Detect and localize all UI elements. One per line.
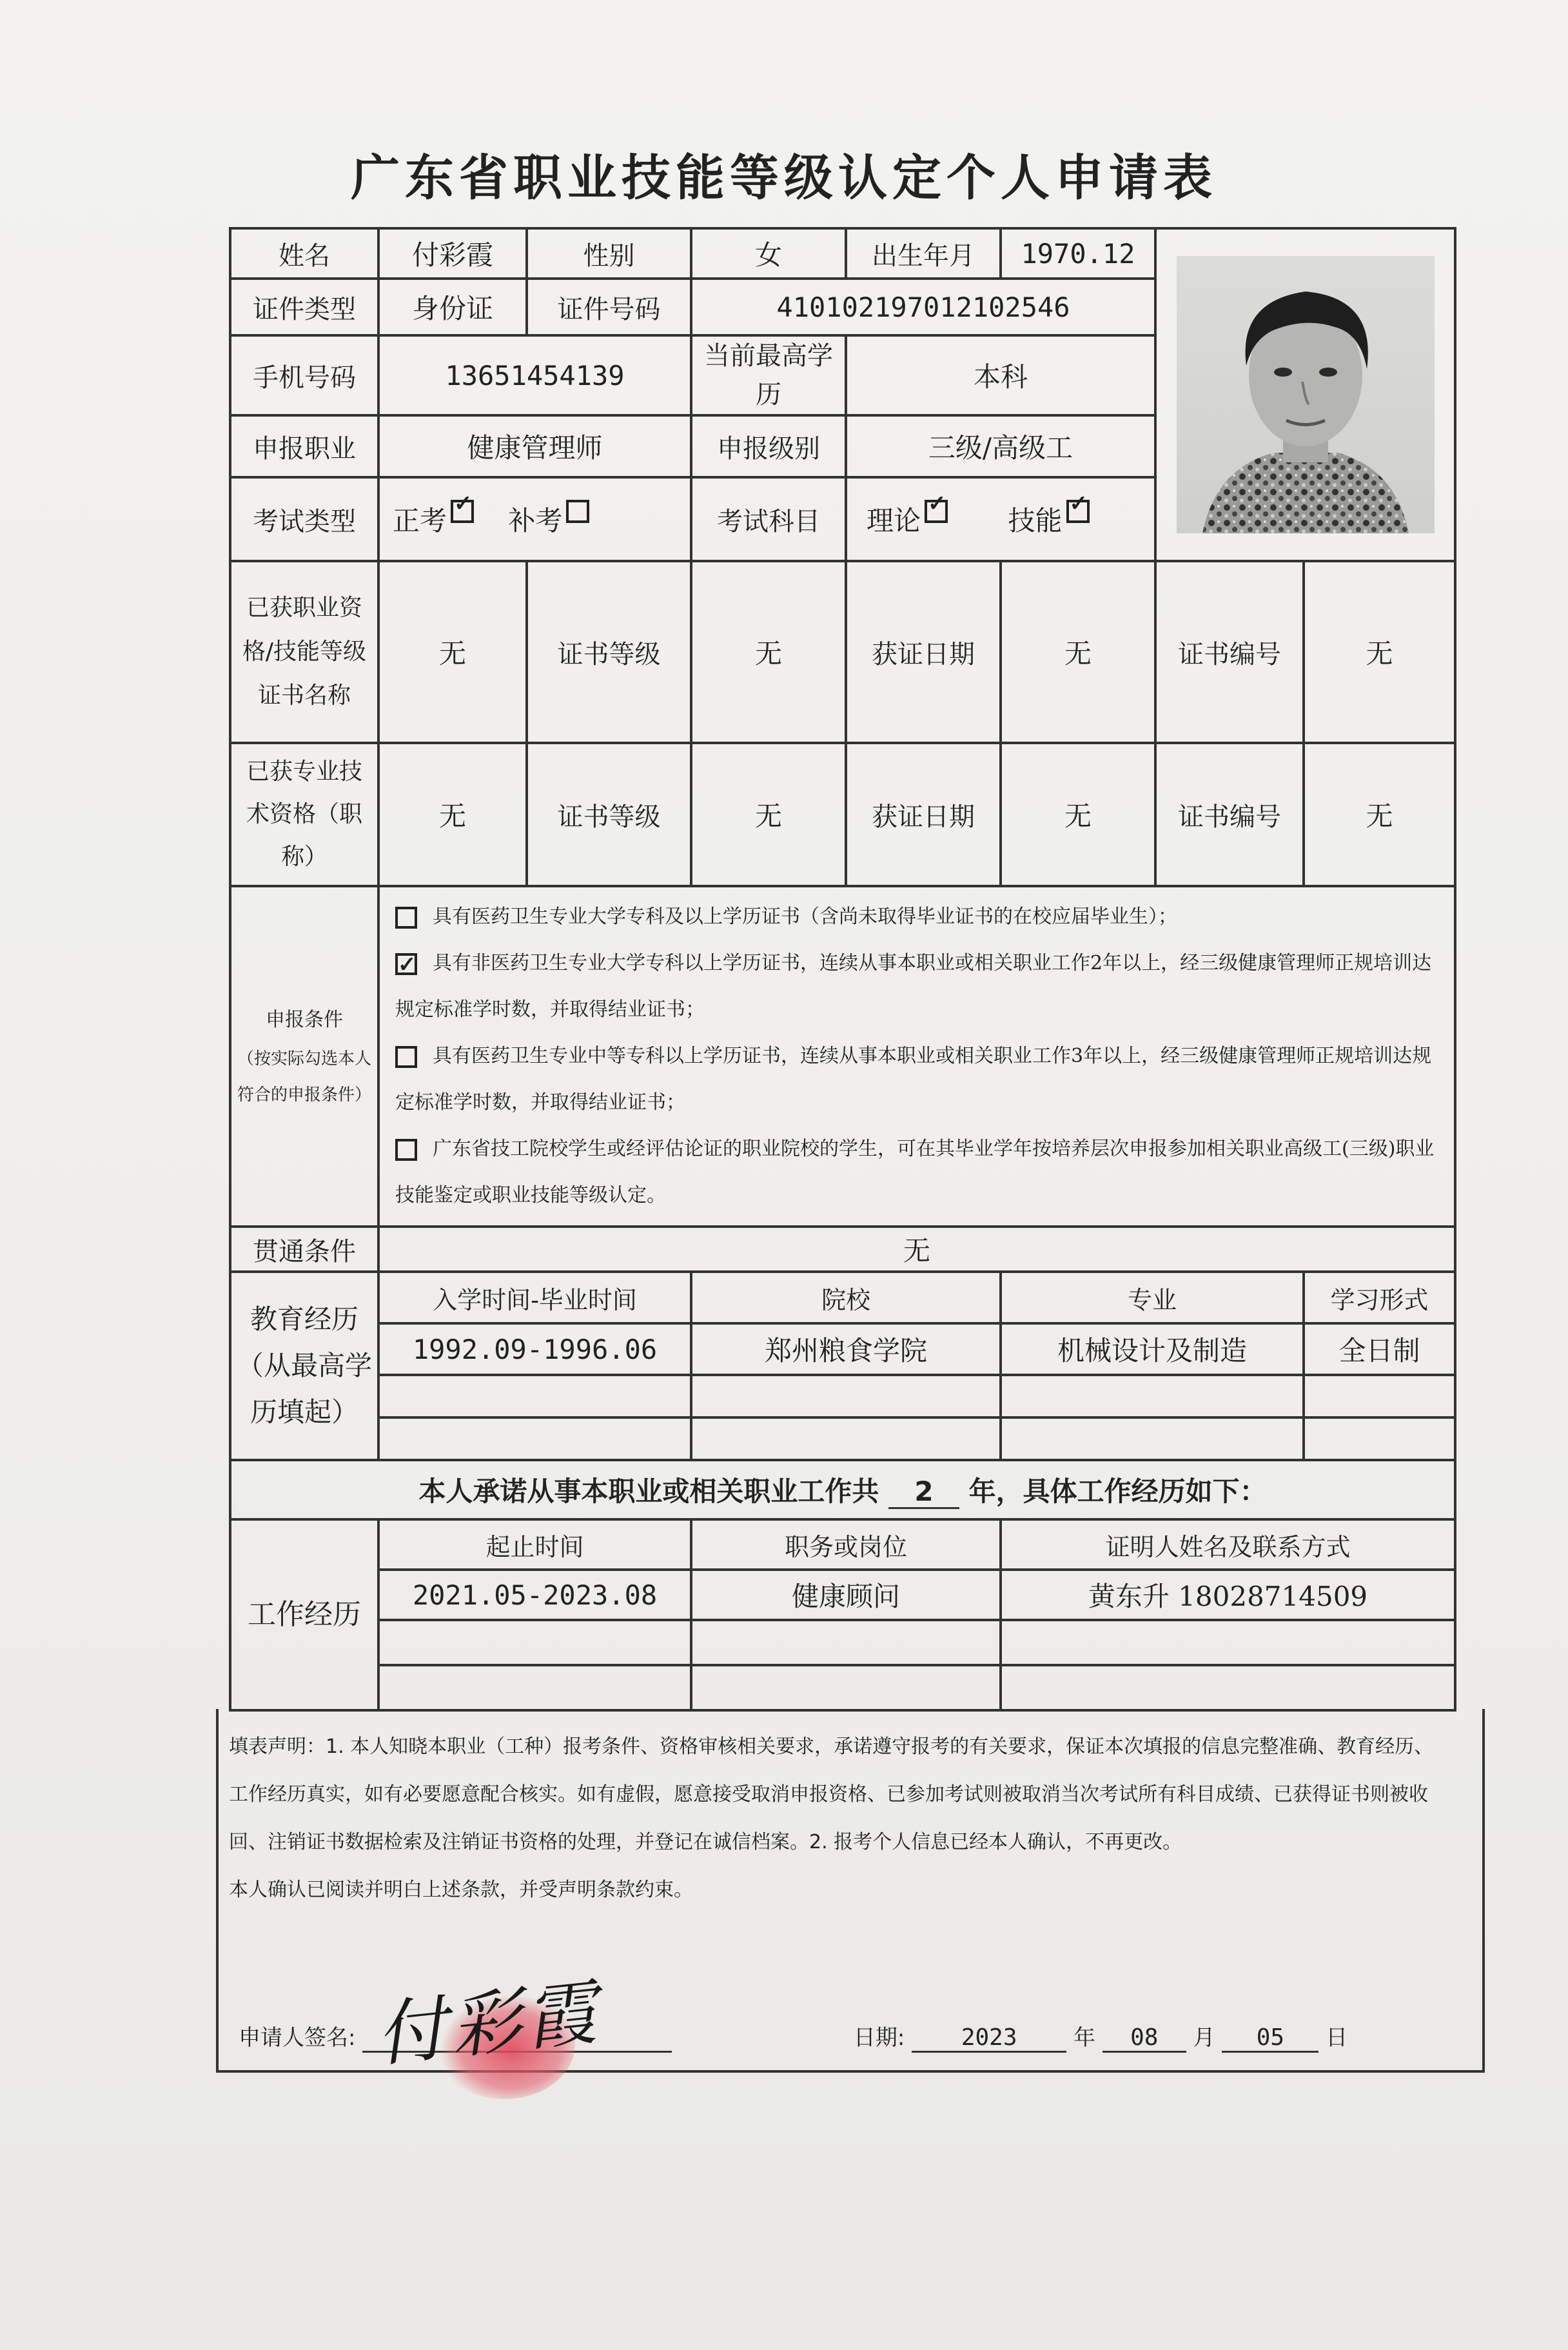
value-cert-qual-number: 无 <box>1304 561 1455 743</box>
exam-regular-label: 正考 <box>393 505 447 537</box>
work-commit-prefix: 本人承诺从事本职业或相关职业工作共 <box>418 1476 879 1507</box>
declaration-confirm: 本人确认已阅读并明白上述条款，并受声明条款约束。 <box>229 1879 693 1901</box>
row-cert-qual <box>230 561 1455 743</box>
value-gender: 女 <box>691 228 846 279</box>
table-row <box>230 1665 1455 1710</box>
table-row <box>230 1570 1455 1620</box>
subject-theory-label: 理论 <box>867 505 921 537</box>
subject-theory-checkbox[interactable] <box>925 500 948 523</box>
edu-mode: 全日制 <box>1304 1323 1455 1375</box>
date-day-unit: 日 <box>1326 2025 1348 2051</box>
work-reference <box>1001 1665 1455 1710</box>
row-name <box>230 228 1455 279</box>
label-work-history: 工作经历 <box>230 1519 378 1710</box>
date-day: 05 <box>1222 2024 1318 2053</box>
label-cert-level: 证书等级 <box>527 561 691 743</box>
edu-header-row <box>230 1272 1455 1323</box>
edu-period <box>378 1375 691 1417</box>
value-tech-qual-number: 无 <box>1304 743 1455 886</box>
label-edu-cell <box>230 1272 378 1460</box>
value-occupation: 健康管理师 <box>378 415 691 477</box>
signature-label: 申请人签名: <box>239 2025 356 2051</box>
label-education: 当前最高学历 <box>691 335 846 415</box>
value-birth: 1970.12 <box>1001 228 1155 279</box>
work-header-row <box>230 1519 1455 1570</box>
exam-subject-options <box>846 477 1155 561</box>
exam-type-options <box>378 477 691 561</box>
subject-skill-label: 技能 <box>1008 505 1063 537</box>
work-head-period: 起止时间 <box>378 1519 691 1570</box>
label-conditions-note: （按实际勾选本人符合的申报条件） <box>237 1049 371 1105</box>
edu-head-mode: 学习形式 <box>1304 1272 1455 1323</box>
label-level: 申报级别 <box>691 415 846 477</box>
signature-row <box>239 1971 1451 2077</box>
condition-checkbox-2[interactable] <box>395 953 417 975</box>
value-education: 本科 <box>846 335 1155 415</box>
value-cert-qual-level: 无 <box>691 561 846 743</box>
row-conditions <box>230 886 1455 1227</box>
value-phone: 13651454139 <box>378 335 691 415</box>
label-tech-date: 获证日期 <box>846 743 1001 886</box>
work-period <box>378 1665 691 1710</box>
label-tech-qual: 已获专业技术资格（职称） <box>230 743 378 886</box>
label-cert-date: 获证日期 <box>846 561 1001 743</box>
value-tech-qual-name: 无 <box>378 743 527 886</box>
edu-period: 1992.09-1996.06 <box>378 1323 691 1375</box>
photo-cell <box>1155 228 1455 561</box>
condition-text-4: 广东省技工院校学生或经评估论证的职业院校的学生，可在其毕业学年按培养层次申报参加相关职业高级工(三级)职业技能鉴定或职业技能等级认定。 <box>395 1138 1435 1207</box>
condition-checkbox-1[interactable] <box>395 907 417 929</box>
work-commit-years: 2 <box>888 1476 959 1509</box>
label-cert-no: 证书编号 <box>1155 561 1304 743</box>
label-conditions: 申报条件 <box>266 1009 343 1031</box>
label-name: 姓名 <box>230 228 378 279</box>
edu-major: 机械设计及制造 <box>1001 1323 1304 1375</box>
label-occupation: 申报职业 <box>230 415 378 477</box>
work-head-reference: 证明人姓名及联系方式 <box>1001 1519 1455 1570</box>
condition-text-1: 具有医药卫生专业大学专科及以上学历证书（含尚未取得毕业证书的在校应届毕业生）； <box>433 905 1177 928</box>
edu-major <box>1001 1417 1304 1460</box>
date-label: 日期: <box>853 2025 905 2051</box>
condition-item <box>395 894 1438 940</box>
edu-mode <box>1304 1375 1455 1417</box>
signature-name: 付彩霞 <box>372 1971 604 2077</box>
work-period <box>378 1620 691 1665</box>
edu-head-school: 院校 <box>691 1272 1001 1323</box>
table-row <box>230 1375 1455 1417</box>
exam-makeup-checkbox[interactable] <box>566 500 589 523</box>
application-table <box>229 227 1456 1712</box>
edu-school: 郑州粮食学院 <box>691 1323 1001 1375</box>
label-birth: 出生年月 <box>846 228 1001 279</box>
label-exam-type: 考试类型 <box>230 477 378 561</box>
edu-mode <box>1304 1417 1455 1460</box>
label-gender: 性别 <box>527 228 691 279</box>
label-id-type: 证件类型 <box>230 279 378 335</box>
date-month: 08 <box>1102 2024 1186 2053</box>
value-tech-qual-date: 无 <box>1001 743 1155 886</box>
condition-checkbox-3[interactable] <box>395 1046 417 1068</box>
condition-item <box>395 1126 1438 1219</box>
label-phone: 手机号码 <box>230 335 378 415</box>
condition-item <box>395 1033 1438 1126</box>
table-row <box>230 1620 1455 1665</box>
exam-regular-checkbox[interactable] <box>451 500 474 523</box>
date-month-unit: 月 <box>1193 2025 1215 2051</box>
value-id-type: 身份证 <box>378 279 527 335</box>
label-cert-qual: 已获职业资格/技能等级证书名称 <box>230 561 378 743</box>
edu-school <box>691 1375 1001 1417</box>
form-title: 广东省职业技能等级认定个人申请表 <box>351 149 1217 206</box>
applicant-photo <box>1177 256 1435 533</box>
edu-head-period: 入学时间-毕业时间 <box>378 1272 691 1323</box>
label-edu-history: 教育经历 <box>250 1303 358 1335</box>
work-position <box>691 1620 1001 1665</box>
value-cert-qual-date: 无 <box>1001 561 1155 743</box>
declaration-text: 填表声明：1. 本人知晓本职业（工种）报考条件、资格审核相关要求，承诺遵守报考的有关要求，保证本次填报的信息完整准确、教育经历、工作经历真实，如有必要愿意配合核实。如有虚假，愿意接受取消申报资格、已参加考试则被取消当次考试所有科目成绩、已获得证书则被收回、注销证书数据检索及注销证书资格的处理，并登记在诚信档案。2. 报考个人信息已经本人确认，不再更改。 <box>229 1735 1434 1853</box>
conditions-list <box>378 886 1455 1227</box>
work-commit-suffix: 年，具体工作经历如下： <box>968 1476 1267 1507</box>
condition-text-2: 具有非医药卫生专业大学专科以上学历证书，连续从事本职业或相关职业工作2年以上，经三级健康管理师正规培训达规定标准学时数，并取得结业证书； <box>395 952 1432 1021</box>
value-through: 无 <box>378 1227 1455 1272</box>
work-head-position: 职务或岗位 <box>691 1519 1001 1570</box>
row-work-commit <box>230 1460 1455 1519</box>
table-row <box>230 1323 1455 1375</box>
condition-checkbox-4[interactable] <box>395 1139 417 1161</box>
condition-text-3: 具有医药卫生专业中等专科以上学历证书，连续从事本职业或相关职业工作3年以上，经三级健康管理师正规培训达规定标准学时数，并取得结业证书； <box>395 1045 1432 1114</box>
date-year-unit: 年 <box>1073 2025 1095 2051</box>
condition-item <box>395 940 1438 1033</box>
value-cert-qual-name: 无 <box>378 561 527 743</box>
edu-major <box>1001 1375 1304 1417</box>
declaration <box>229 1723 1447 1914</box>
work-commit-statement <box>230 1460 1455 1519</box>
row-tech-qual <box>230 743 1455 886</box>
signature-field[interactable] <box>362 1971 672 2077</box>
label-conditions-cell <box>230 886 378 1227</box>
date-year: 2023 <box>912 2024 1066 2053</box>
label-edu-history-note: （从最高学历填起） <box>236 1350 372 1428</box>
edu-school <box>691 1417 1001 1460</box>
label-through: 贯通条件 <box>230 1227 378 1272</box>
value-level: 三级/高级工 <box>846 415 1155 477</box>
table-row <box>230 1417 1455 1460</box>
label-tech-no: 证书编号 <box>1155 743 1304 886</box>
label-tech-level: 证书等级 <box>527 743 691 886</box>
row-through <box>230 1227 1455 1272</box>
edu-head-major: 专业 <box>1001 1272 1304 1323</box>
work-reference: 黄东升 18028714509 <box>1001 1570 1455 1620</box>
value-id-number: 410102197012102546 <box>691 279 1155 335</box>
label-id-number: 证件号码 <box>527 279 691 335</box>
work-position <box>691 1665 1001 1710</box>
subject-skill-checkbox[interactable] <box>1066 500 1090 523</box>
exam-makeup-label: 补考 <box>508 505 563 537</box>
work-reference <box>1001 1620 1455 1665</box>
value-tech-qual-level: 无 <box>691 743 846 886</box>
work-period: 2021.05-2023.08 <box>378 1570 691 1620</box>
work-position: 健康顾问 <box>691 1570 1001 1620</box>
edu-period <box>378 1417 691 1460</box>
value-name: 付彩霞 <box>378 228 527 279</box>
label-exam-subject: 考试科目 <box>691 477 846 561</box>
